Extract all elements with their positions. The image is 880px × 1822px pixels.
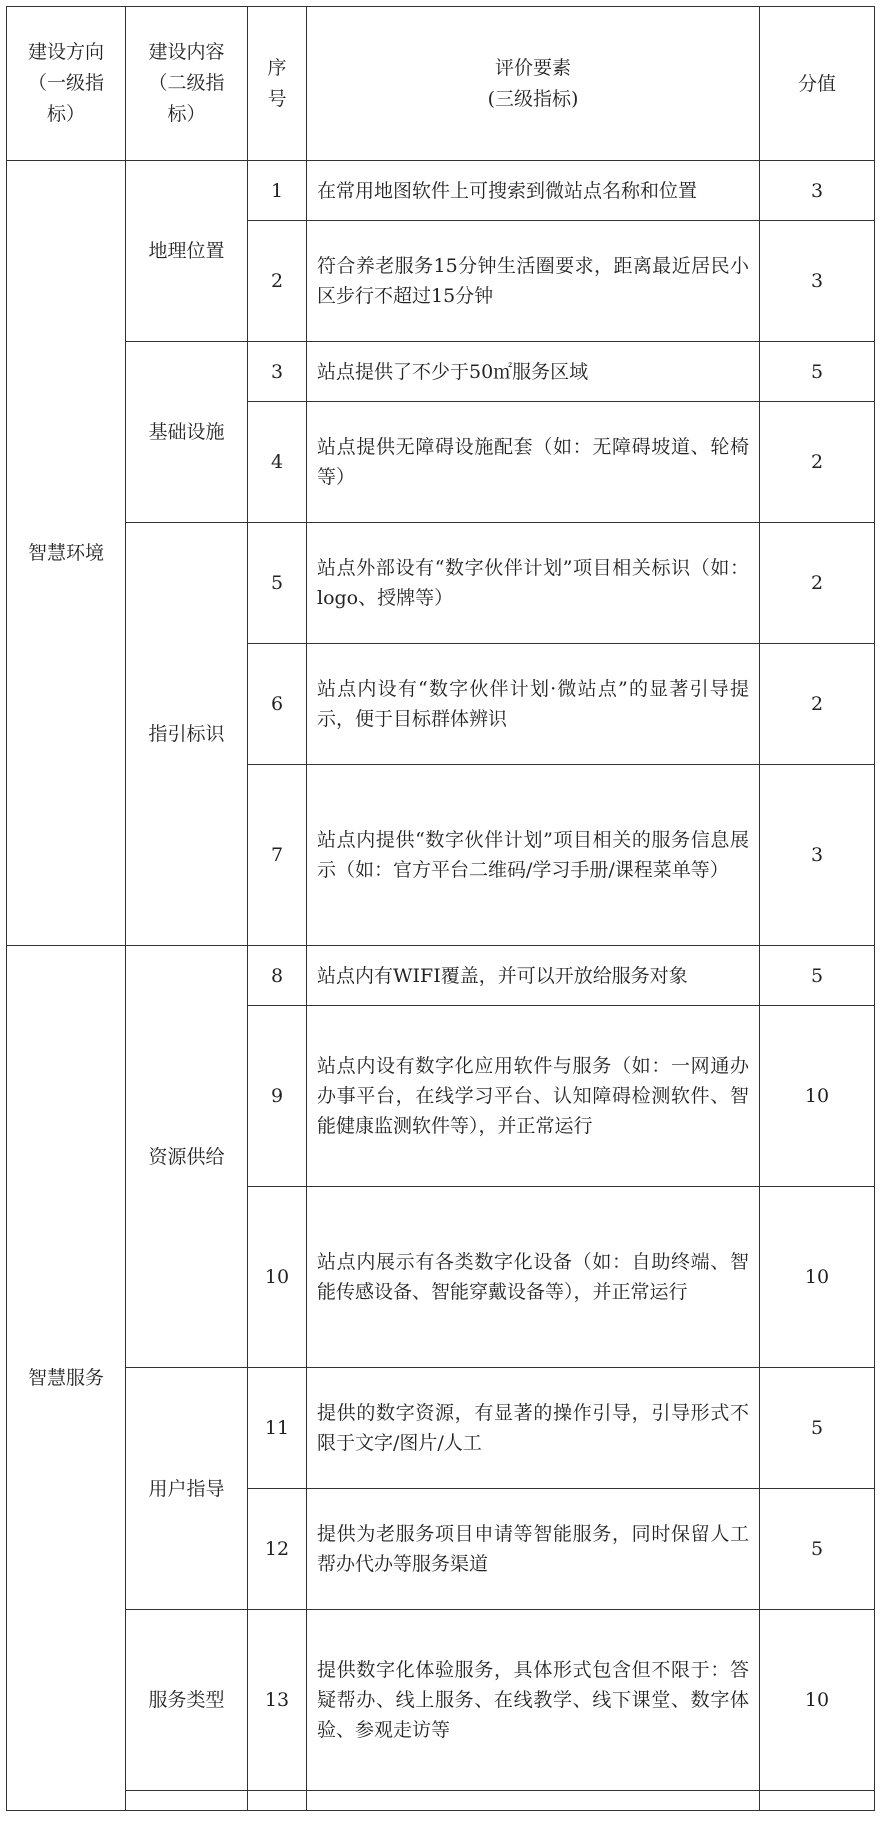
continuation-cell	[248, 1791, 307, 1811]
level2-cell: 地理位置	[126, 161, 248, 342]
criteria-cell: 提供为老服务项目申请等智能服务，同时保留人工帮办代办等服务渠道	[307, 1489, 760, 1610]
criteria-cell: 站点提供了不少于50㎡服务区域	[307, 342, 760, 402]
seq-cell: 2	[248, 221, 307, 342]
score-cell: 10	[760, 1187, 875, 1368]
header-level1	[7, 7, 126, 161]
criteria-cell: 站点内有WIFI覆盖，并可以开放给服务对象	[307, 946, 760, 1006]
header-seq-line: 号	[267, 87, 287, 110]
table-row	[7, 1368, 875, 1489]
table-row	[7, 1610, 875, 1791]
header-level1-line: 建设方向	[27, 41, 104, 63]
seq-cell: 8	[248, 946, 307, 1006]
continuation-cell	[307, 1791, 760, 1811]
seq-cell: 7	[248, 765, 307, 946]
header-level2-line: （二级指	[148, 72, 225, 94]
criteria-cell: 符合养老服务15分钟生活圈要求，距离最近居民小区步行不超过15分钟	[307, 221, 760, 342]
table-row	[7, 946, 875, 1006]
header-level2-line: 标）	[167, 103, 206, 125]
header-level1-line: （一级指	[27, 72, 104, 94]
table-row	[7, 1791, 875, 1811]
level1-cell: 智慧环境	[7, 161, 126, 946]
score-cell: 10	[760, 1610, 875, 1791]
header-seq	[248, 7, 307, 161]
score-cell: 5	[760, 342, 875, 402]
header-row	[7, 7, 875, 161]
score-cell: 2	[760, 644, 875, 765]
score-cell: 5	[760, 1489, 875, 1610]
seq-cell: 12	[248, 1489, 307, 1610]
seq-cell: 5	[248, 523, 307, 644]
criteria-cell: 提供数字化体验服务，具体形式包含但不限于：答疑帮办、线上服务、在线教学、线下课堂、数字体验、参观走访等	[307, 1610, 760, 1791]
criteria-cell: 站点外部设有“数字伙伴计划”项目相关标识（如：logo、授牌等）	[307, 523, 760, 644]
seq-cell: 13	[248, 1610, 307, 1791]
seq-cell: 6	[248, 644, 307, 765]
level2-cell: 资源供给	[126, 946, 248, 1368]
level2-cell: 用户指导	[126, 1368, 248, 1610]
score-cell: 3	[760, 221, 875, 342]
seq-cell: 1	[248, 161, 307, 221]
table-row	[7, 342, 875, 402]
criteria-cell: 提供的数字资源，有显著的操作引导，引导形式不限于文字/图片/人工	[307, 1368, 760, 1489]
header-criteria	[307, 7, 760, 161]
seq-cell: 10	[248, 1187, 307, 1368]
table-row	[7, 161, 875, 221]
seq-cell: 11	[248, 1368, 307, 1489]
score-cell: 2	[760, 523, 875, 644]
header-level2-line: 建设内容	[148, 41, 225, 63]
seq-cell: 9	[248, 1006, 307, 1187]
level2-cell: 基础设施	[126, 342, 248, 523]
criteria-cell: 站点内设有“数字伙伴计划·微站点”的显著引导提示，便于目标群体辨识	[307, 644, 760, 765]
header-seq-line: 序	[267, 56, 287, 79]
score-cell: 10	[760, 1006, 875, 1187]
score-cell: 5	[760, 946, 875, 1006]
continuation-cell	[760, 1791, 875, 1811]
level2-cell: 服务类型	[126, 1610, 248, 1791]
level2-cell: 指引标识	[126, 523, 248, 946]
seq-cell: 3	[248, 342, 307, 402]
criteria-cell: 站点内展示有各类数字化设备（如：自助终端、智能传感设备、智能穿戴设备等），并正常运行	[307, 1187, 760, 1368]
header-criteria-line: 评价要素	[494, 56, 571, 79]
evaluation-table	[6, 6, 875, 1811]
score-cell: 3	[760, 161, 875, 221]
header-criteria-line: (三级指标)	[487, 87, 579, 110]
header-score: 分值	[760, 7, 875, 161]
criteria-cell: 站点内提供“数字伙伴计划”项目相关的服务信息展示（如：官方平台二维码/学习手册/课程菜单等）	[307, 765, 760, 946]
level1-cell: 智慧服务	[7, 946, 126, 1811]
seq-cell: 4	[248, 402, 307, 523]
score-cell: 3	[760, 765, 875, 946]
criteria-cell: 在常用地图软件上可搜索到微站点名称和位置	[307, 161, 760, 221]
continuation-cell	[126, 1791, 248, 1811]
score-cell: 5	[760, 1368, 875, 1489]
table-row	[7, 523, 875, 644]
criteria-cell: 站点提供无障碍设施配套（如：无障碍坡道、轮椅等）	[307, 402, 760, 523]
header-level2	[126, 7, 248, 161]
header-level1-line: 标）	[46, 103, 85, 125]
criteria-cell: 站点内设有数字化应用软件与服务（如：一网通办办事平台，在线学习平台、认知障碍检测软件、智能健康监测软件等），并正常运行	[307, 1006, 760, 1187]
score-cell: 2	[760, 402, 875, 523]
